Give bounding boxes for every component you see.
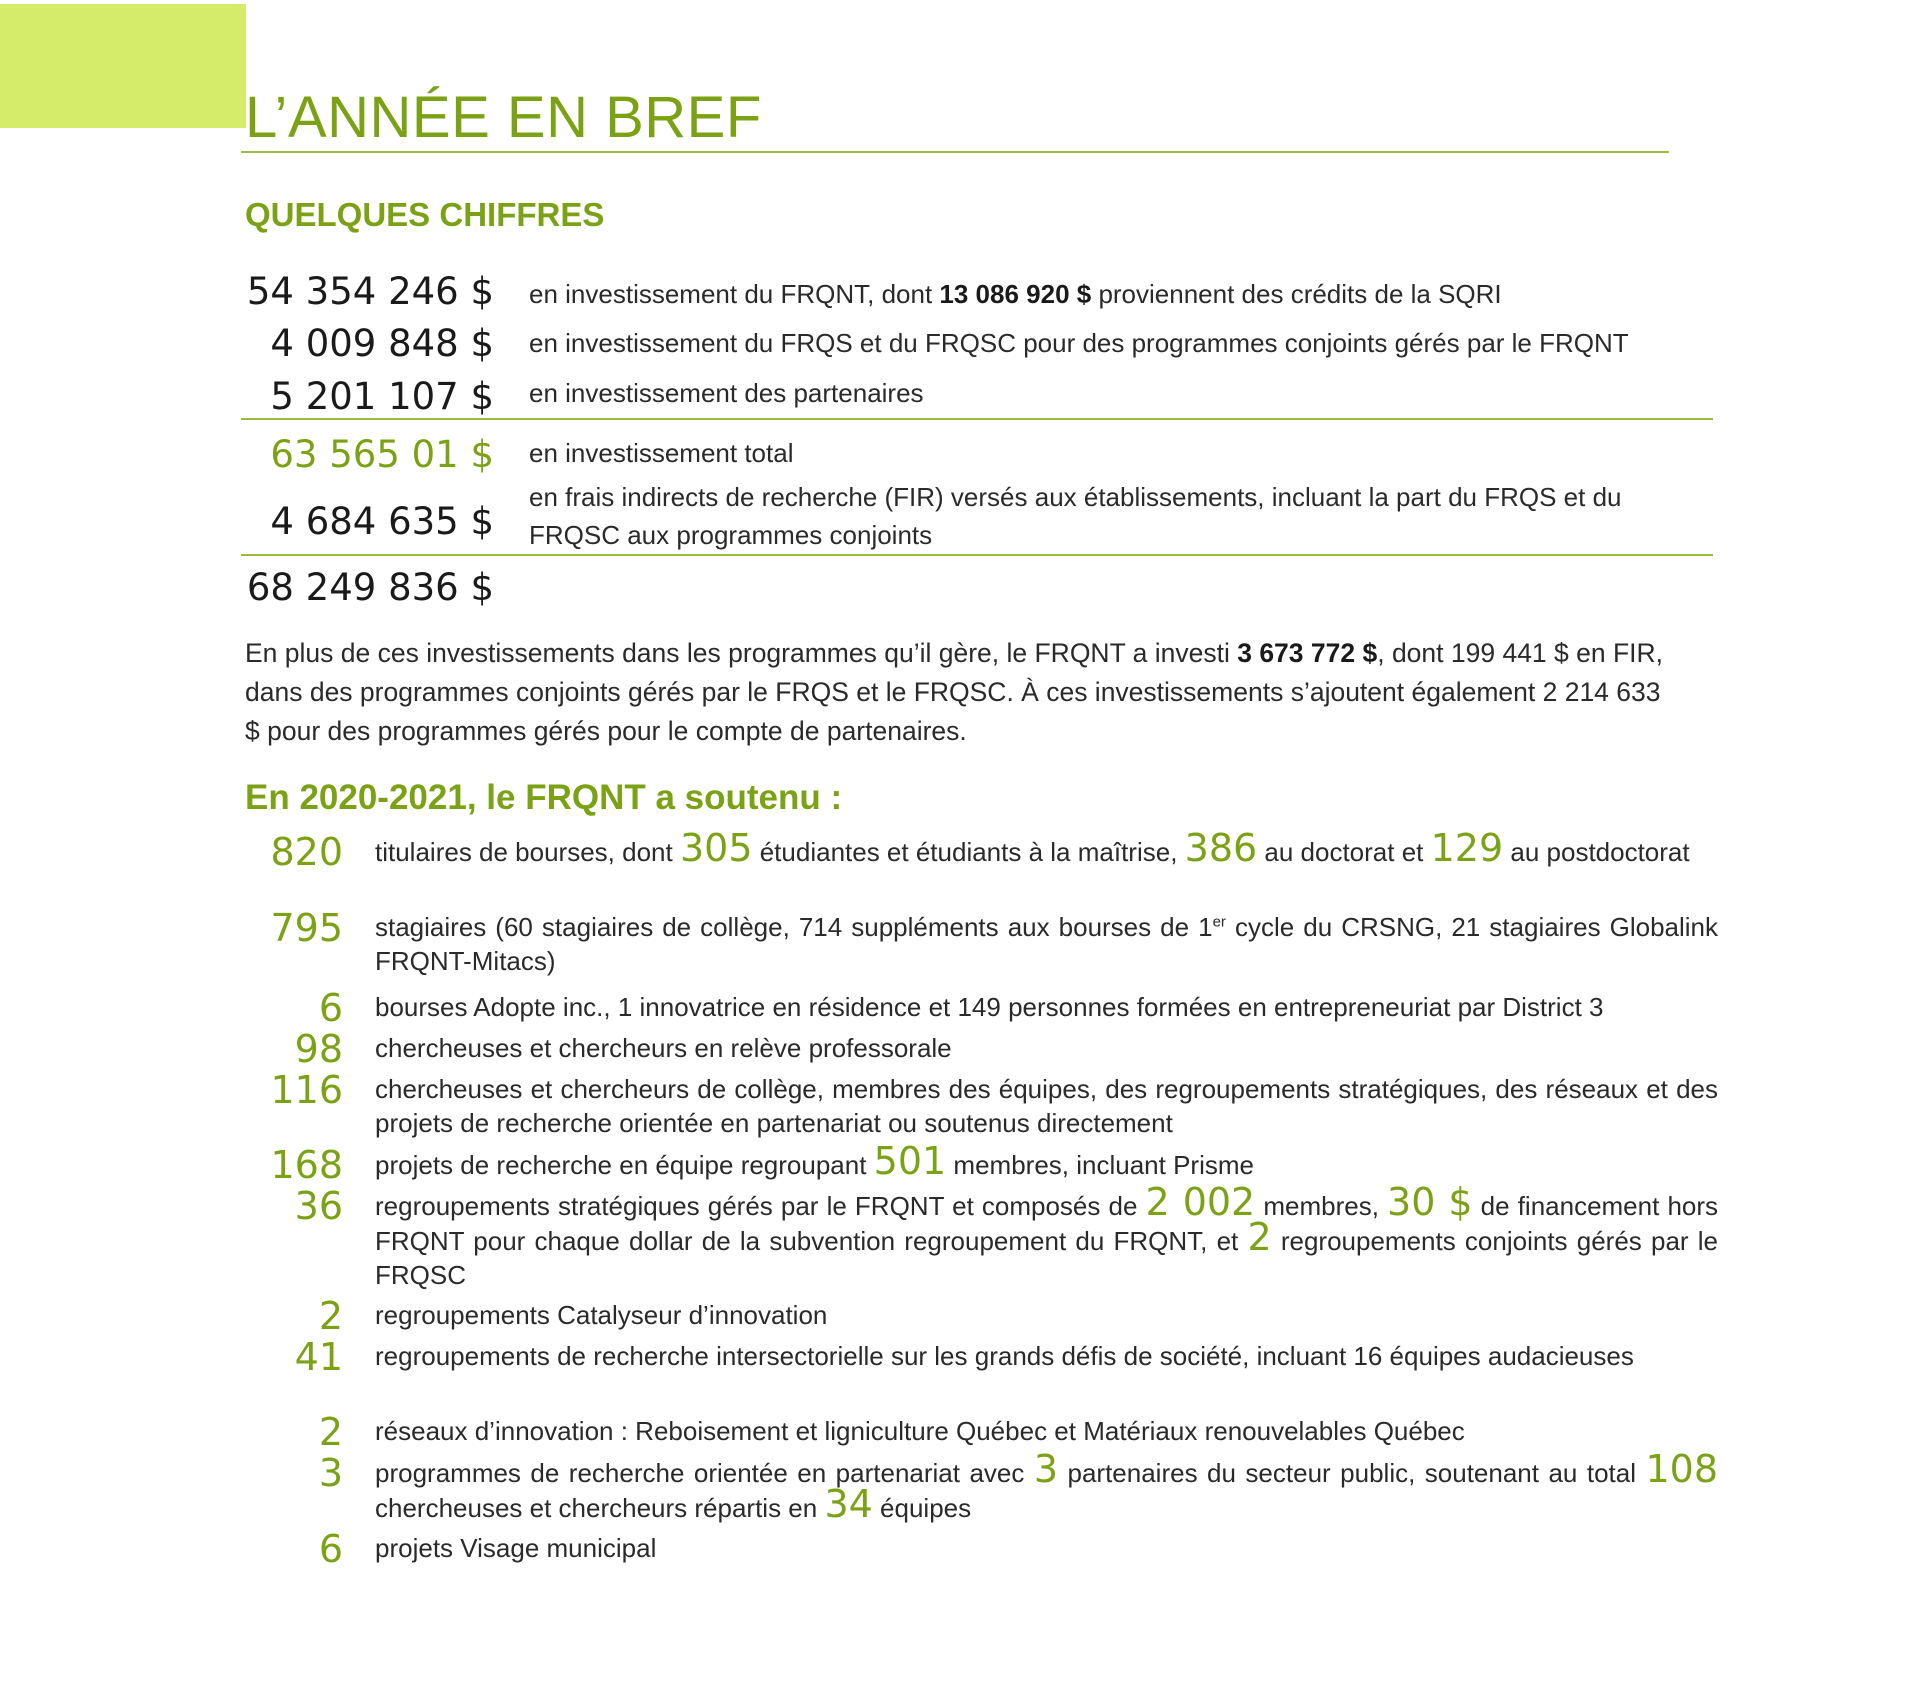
list-item-text: réseaux d’innovation : Reboisement et ligniculture Québec et Matériaux renouvelables Québec (375, 1416, 1465, 1446)
list-item-text: programmes de recherche orientée en partenariat avec 3 partenaires du secteur public, soutenant au total 108 chercheuses et chercheurs répartis en 34 équipes (375, 1447, 1718, 1526)
list-item-text: regroupements stratégiques gérés par le FRQNT et composés de 2 002 membres, 30 $ de financement hors FRQNT pour chaque dollar de la subvention regroupement du FRQNT, et 2 regroupements conjoints gérés par le FRQSC (375, 1180, 1719, 1290)
list-item-text: projets Visage municipal (375, 1533, 657, 1563)
list-item-text: projets de recherche en équipe regroupant 501 membres, incluant Prisme (375, 1139, 1254, 1183)
list-item-number: 168 (270, 1143, 343, 1187)
list-item-text: regroupements Catalyseur d’innovation (375, 1300, 828, 1330)
title-divider (241, 151, 1669, 153)
list-item-number: 795 (270, 906, 343, 950)
figures-divider (241, 554, 1713, 556)
list-item-text: chercheuses et chercheurs en relève professorale (375, 1033, 952, 1063)
section-subtitle-figures: QUELQUES CHIFFRES (245, 196, 605, 233)
figure-description: en investissement du FRQNT, dont 13 086 920 $ proviennent des crédits de la SQRI (529, 279, 1502, 309)
list-item-number: 3 (318, 1451, 343, 1495)
figure-amount-total: 63 565 01 $ (270, 433, 494, 476)
corner-accent-block (0, 4, 246, 128)
figure-amount: 54 354 246 $ (246, 270, 494, 313)
list-item-text: titulaires de bourses, dont 305 étudiantes et étudiants à la maîtrise, 386 au doctorat et 129 au postdoctorat (375, 826, 1690, 870)
list-item-number: 41 (294, 1335, 343, 1379)
figure-description: en investissement total (529, 438, 794, 468)
figure-description: en investissement des partenaires (529, 378, 924, 408)
figure-description: en frais indirects de recherche (FIR) versés aux établissements, incluant la part du FRQS et du FRQSC aux programmes conjoints (529, 482, 1622, 550)
list-item-number: 820 (270, 830, 343, 874)
list-item-number: 2 (318, 1410, 343, 1454)
page-title: L’ANNÉE EN BREF (245, 85, 762, 150)
list-item-text: regroupements de recherche intersectorielle sur les grands défis de société, incluant 16 équipes audacieuses (375, 1341, 1634, 1371)
figure-amount: 4 684 635 $ (270, 500, 494, 543)
list-item-number: 6 (318, 1527, 343, 1571)
list-item-number: 98 (294, 1027, 343, 1071)
list-item-text: bourses Adopte inc., 1 innovatrice en résidence et 149 personnes formées en entrepreneuriat par District 3 (375, 992, 1604, 1022)
figures-divider (241, 418, 1713, 420)
investment-paragraph: En plus de ces investissements dans les programmes qu’il gère, le FRQNT a investi 3 673 772 $, dont 199 441 $ en FIR, dans des programmes conjoints gérés par le FRQS et le FRQSC. À ces investissements s’ajoutent également 2 214 633 $ pour des programmes gérés pour le compte de partenaires. (245, 638, 1664, 746)
section-title-supported: En 2020-2021, le FRQNT a soutenu : (245, 778, 843, 817)
list-item-text: chercheuses et chercheurs de collège, membres des équipes, des regroupements stratégiques, des réseaux et des projets de recherche orientée en partenariat ou soutenus directement (375, 1074, 1718, 1138)
list-item-text: stagiaires (60 stagiaires de collège, 714 suppléments aux bourses de 1er cycle du CRSNG, 21 stagiaires Globalink FRQNT-Mitacs) (375, 912, 1718, 976)
list-item-number: 6 (318, 986, 343, 1030)
list-item-number: 116 (270, 1068, 343, 1112)
figure-description: en investissement du FRQS et du FRQSC pour des programmes conjoints gérés par le FRQNT (529, 328, 1629, 358)
list-item-number: 2 (318, 1294, 343, 1338)
figure-amount: 5 201 107 $ (270, 375, 494, 418)
figure-amount-grand-total: 68 249 836 $ (246, 566, 494, 609)
figure-amount: 4 009 848 $ (270, 322, 494, 365)
list-item-number: 36 (294, 1184, 343, 1228)
